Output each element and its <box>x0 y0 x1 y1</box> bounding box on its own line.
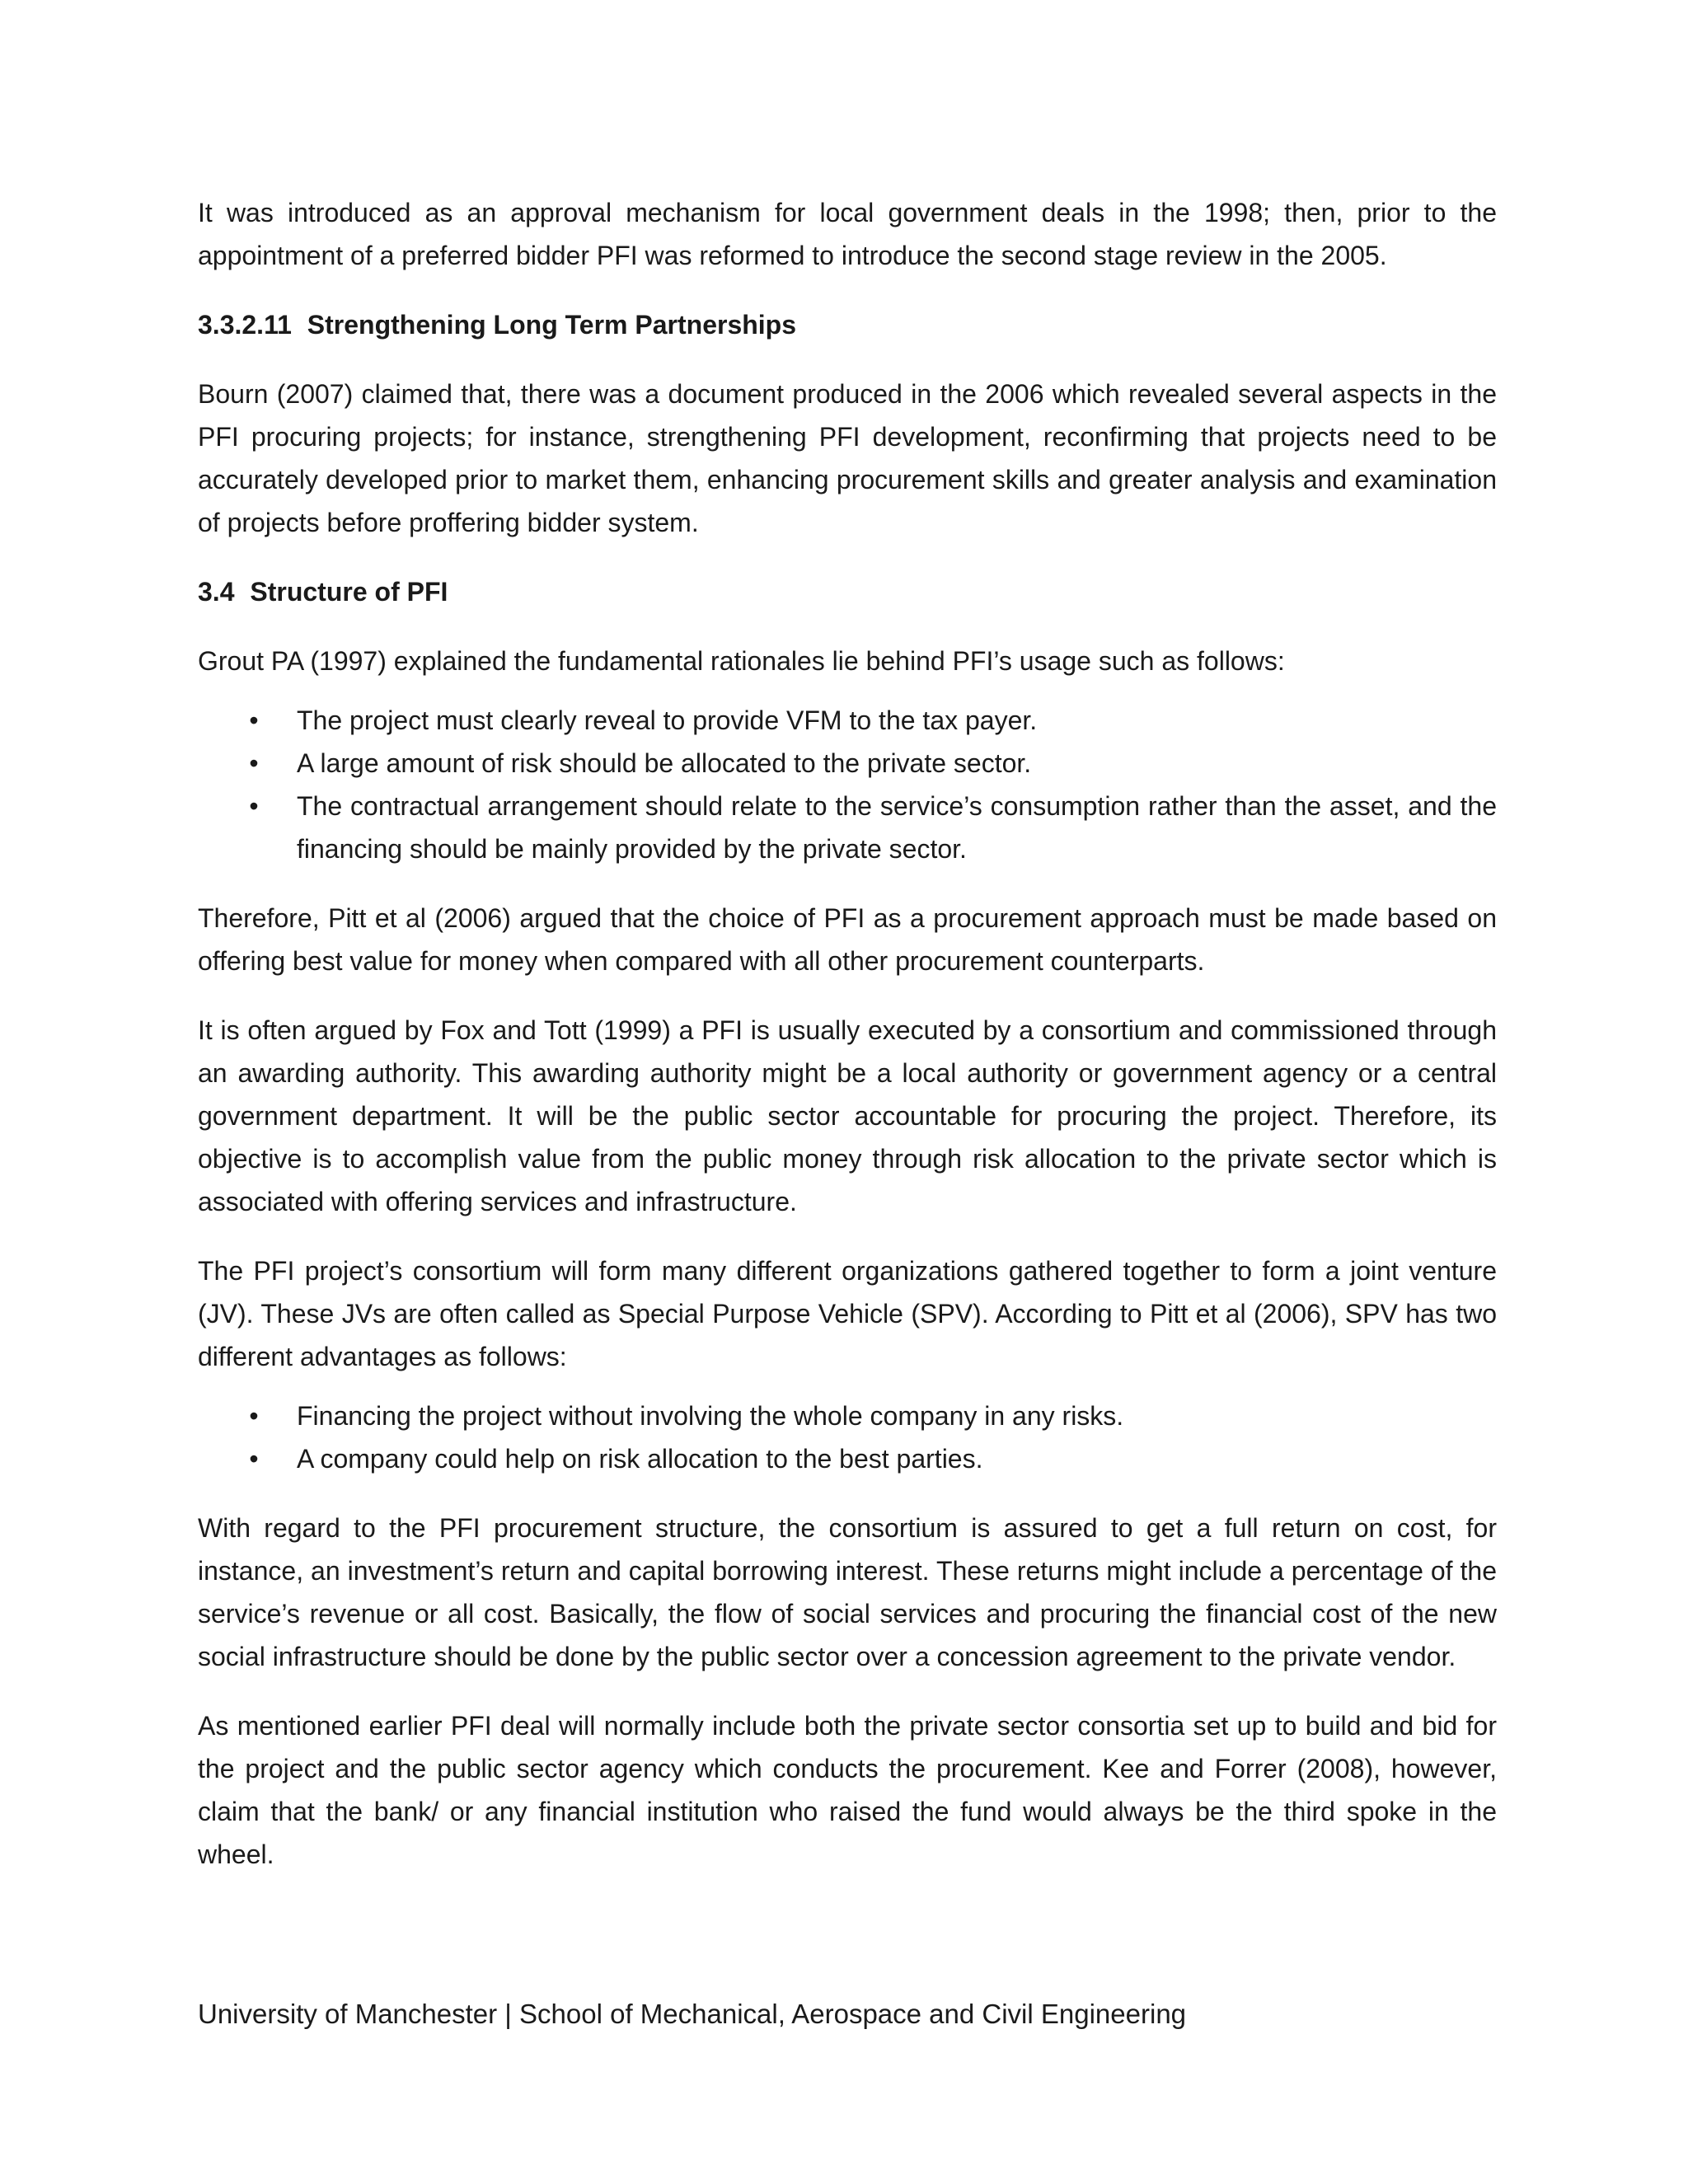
spv-advantages-list <box>198 1394 1497 1480</box>
document-body <box>198 191 1497 1902</box>
page-footer: University of Manchester | School of Mechanical, Aerospace and Civil Engineering <box>198 1999 1187 2029</box>
section-heading-strengthening <box>198 303 1497 346</box>
list-item: • Financing the project without involving the whole company in any risks. <box>198 1394 1497 1437</box>
section-heading-structure <box>198 570 1497 613</box>
paragraph-pitt: Therefore, Pitt et al (2006) argued that the choice of PFI as a procurement approach must be made based on offering best value for money when compared with all other procurement counterparts. <box>198 903 1497 976</box>
paragraph-grout: Grout PA (1997) explained the fundamental rationales lie behind PFI’s usage such as follows: <box>198 646 1285 676</box>
bullet-icon: • <box>249 1401 259 1431</box>
list-item: • A company could help on risk allocation to the best parties. <box>198 1437 1497 1480</box>
bullet-icon: • <box>249 791 259 821</box>
section-title: Structure of PFI <box>250 577 448 607</box>
section-number: 3.3.2.11 <box>198 310 292 340</box>
paragraph-approval-mechanism: It was introduced as an approval mechanism for local government deals in the 1998; then, prior to the appointment of a preferred bidder PFI was reformed to introduce the second stage review in the 2005. <box>198 198 1497 270</box>
paragraph-kee-forrer: As mentioned earlier PFI deal will normally include both the private sector consortia set up to build and bid for the project and the public sector agency which conducts the procurement. Kee and Forrer (2008), however, claim that the bank/ or any financial institution who raised the fund would always be the third spoke in the wheel. <box>198 1711 1497 1869</box>
section-number: 3.4 <box>198 577 235 607</box>
rationale-list <box>198 699 1497 870</box>
list-item: • A large amount of risk should be allocated to the private sector. <box>198 742 1497 785</box>
list-item: • The project must clearly reveal to provide VFM to the tax payer. <box>198 699 1497 742</box>
paragraph-fox-tott: It is often argued by Fox and Tott (1999) a PFI is usually executed by a consortium and commissioned through an awarding authority. This awarding authority might be a local authority or government agency or a central government department. It will be the public sector accountable for procuring the project. Therefore, its objective is to accomplish value from the public money through risk allocation to the private sector which is associated with offering services and infrastructure. <box>198 1015 1497 1216</box>
paragraph-procurement-structure: With regard to the PFI procurement structure, the consortium is assured to get a full return on cost, for instance, an investment’s return and capital borrowing interest. These returns might include a percentage of the service’s revenue or all cost. Basically, the flow of social services and procuring the financial cost of the new social infrastructure should be done by the public sector over a concession agreement to the private vendor. <box>198 1513 1497 1671</box>
bullet-icon: • <box>249 705 259 735</box>
paragraph-bourn: Bourn (2007) claimed that, there was a document produced in the 2006 which revealed several aspects in the PFI procuring projects; for instance, strengthening PFI development, reconfirming that projects need to be accurately developed prior to market them, enhancing procurement skills and greater analysis and examination of projects before proffering bidder system. <box>198 379 1497 537</box>
section-title: Strengthening Long Term Partnerships <box>307 310 797 340</box>
paragraph-consortium: The PFI project’s consortium will form many different organizations gathered together to form a joint venture (JV). These JVs are often called as Special Purpose Vehicle (SPV). According to Pitt et al (2006), SPV has two different advantages as follows: <box>198 1256 1497 1371</box>
bullet-icon: • <box>249 748 259 778</box>
bullet-icon: • <box>249 1444 259 1474</box>
list-item: • The contractual arrangement should relate to the service’s consumption rather than the asset, and the financing should be mainly provided by the private sector. <box>198 785 1497 870</box>
